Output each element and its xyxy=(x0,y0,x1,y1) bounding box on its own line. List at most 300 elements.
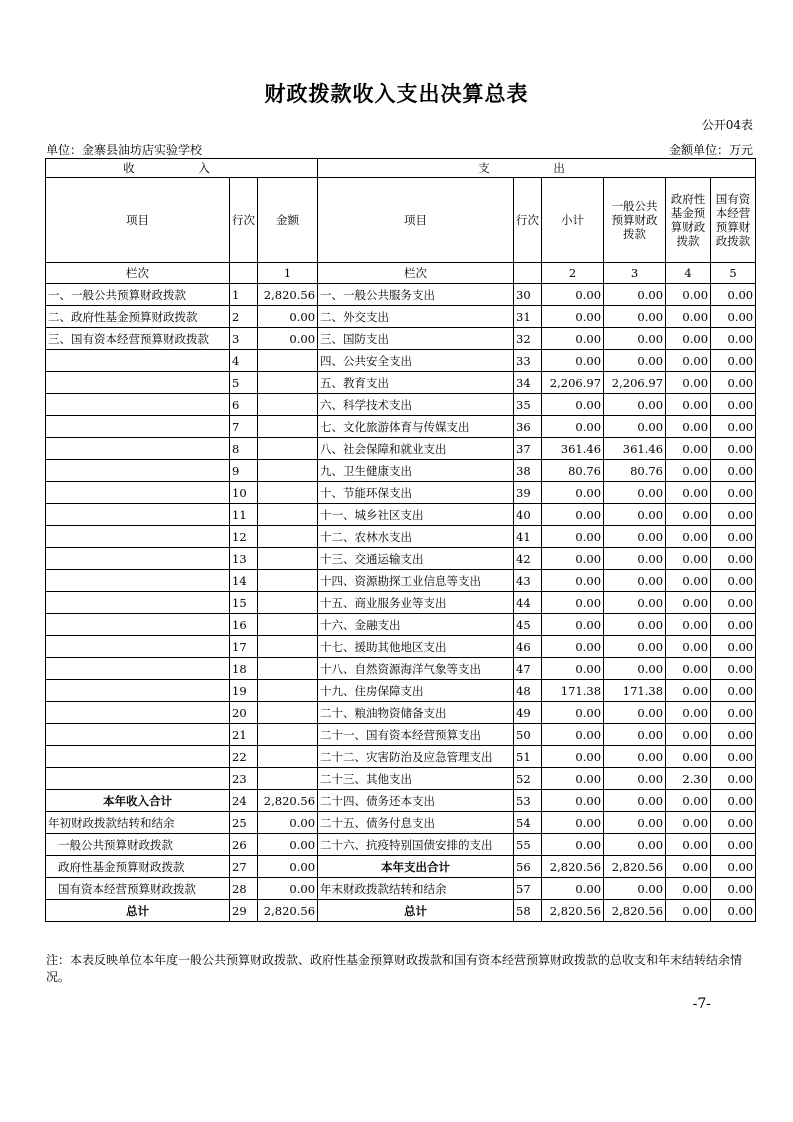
expense-row-no: 33 xyxy=(514,350,542,372)
expense-item: 四、公共安全支出 xyxy=(318,350,514,372)
income-item xyxy=(46,526,230,548)
state-capital-value: 0.00 xyxy=(711,504,756,526)
gov-fund-value: 0.00 xyxy=(666,658,711,680)
income-row-no: 3 xyxy=(230,328,258,350)
expense-row-no: 43 xyxy=(514,570,542,592)
subtotal-value: 0.00 xyxy=(542,526,604,548)
state-capital-value: 0.00 xyxy=(711,834,756,856)
income-item: 总计 xyxy=(46,900,230,922)
income-item xyxy=(46,548,230,570)
general-budget-value: 0.00 xyxy=(604,284,666,306)
state-capital-value: 0.00 xyxy=(711,306,756,328)
table-row xyxy=(46,658,756,680)
subtotal-value: 2,820.56 xyxy=(542,900,604,922)
col-label-blank xyxy=(514,263,542,284)
income-amount xyxy=(258,592,318,614)
gov-fund-value: 0.00 xyxy=(666,790,711,812)
expense-row-no: 32 xyxy=(514,328,542,350)
general-budget-value: 361.46 xyxy=(604,438,666,460)
general-budget-value: 0.00 xyxy=(604,702,666,724)
state-capital-value: 0.00 xyxy=(711,460,756,482)
col-general-budget: 一般公共预算财政拨款 xyxy=(604,178,666,263)
income-amount xyxy=(258,504,318,526)
state-capital-value: 0.00 xyxy=(711,768,756,790)
expense-item: 十二、农林水支出 xyxy=(318,526,514,548)
income-amount xyxy=(258,526,318,548)
state-capital-value: 0.00 xyxy=(711,724,756,746)
income-item xyxy=(46,768,230,790)
income-row-no: 8 xyxy=(230,438,258,460)
income-item xyxy=(46,394,230,416)
general-budget-value: 0.00 xyxy=(604,592,666,614)
gov-fund-value: 0.00 xyxy=(666,878,711,900)
expense-item: 七、文化旅游体育与传媒支出 xyxy=(318,416,514,438)
income-row-no: 11 xyxy=(230,504,258,526)
table-row xyxy=(46,878,756,900)
income-row-no: 15 xyxy=(230,592,258,614)
state-capital-value: 0.00 xyxy=(711,636,756,658)
general-budget-value: 0.00 xyxy=(604,394,666,416)
income-amount: 0.00 xyxy=(258,812,318,834)
income-amount xyxy=(258,570,318,592)
income-row-no: 22 xyxy=(230,746,258,768)
general-budget-value: 2,206.97 xyxy=(604,372,666,394)
table-row xyxy=(46,548,756,570)
subtotal-value: 0.00 xyxy=(542,328,604,350)
expense-item: 一、一般公共服务支出 xyxy=(318,284,514,306)
income-row-no: 28 xyxy=(230,878,258,900)
table-row xyxy=(46,460,756,482)
income-item: 国有资本经营预算财政拨款 xyxy=(46,878,230,900)
col-label-2: 2 xyxy=(542,263,604,284)
general-budget-value: 0.00 xyxy=(604,658,666,680)
table-row xyxy=(46,306,756,328)
table-row xyxy=(46,328,756,350)
col-expense-row-no: 行次 xyxy=(514,178,542,263)
state-capital-value: 0.00 xyxy=(711,614,756,636)
general-budget-value: 0.00 xyxy=(604,548,666,570)
general-budget-value: 0.00 xyxy=(604,504,666,526)
income-amount xyxy=(258,438,318,460)
income-row-no: 4 xyxy=(230,350,258,372)
subtotal-value: 0.00 xyxy=(542,592,604,614)
income-row-no: 1 xyxy=(230,284,258,306)
col-income-row-no: 行次 xyxy=(230,178,258,263)
expense-item: 二十二、灾害防治及应急管理支出 xyxy=(318,746,514,768)
income-row-no: 12 xyxy=(230,526,258,548)
subtotal-value: 0.00 xyxy=(542,284,604,306)
col-income-item: 项目 xyxy=(46,178,230,263)
subtotal-value: 2,820.56 xyxy=(542,856,604,878)
expense-row-no: 56 xyxy=(514,856,542,878)
state-capital-value: 0.00 xyxy=(711,570,756,592)
table-row xyxy=(46,350,756,372)
subtotal-value: 171.38 xyxy=(542,680,604,702)
income-item: 一、一般公共预算财政拨款 xyxy=(46,284,230,306)
expense-item: 二、外交支出 xyxy=(318,306,514,328)
gov-fund-value: 0.00 xyxy=(666,416,711,438)
gov-fund-value: 0.00 xyxy=(666,724,711,746)
amount-unit: 金额单位：万元 xyxy=(668,143,753,157)
state-capital-value: 0.00 xyxy=(711,812,756,834)
income-row-no: 18 xyxy=(230,658,258,680)
expense-item: 十五、商业服务业等支出 xyxy=(318,592,514,614)
income-item xyxy=(46,416,230,438)
gov-fund-value: 0.00 xyxy=(666,746,711,768)
expense-item: 十四、资源勘探工业信息等支出 xyxy=(318,570,514,592)
expense-item: 年末财政拨款结转和结余 xyxy=(318,878,514,900)
state-capital-value: 0.00 xyxy=(711,900,756,922)
general-budget-value: 80.76 xyxy=(604,460,666,482)
expense-row-no: 30 xyxy=(514,284,542,306)
state-capital-value: 0.00 xyxy=(711,878,756,900)
general-budget-value: 0.00 xyxy=(604,834,666,856)
table-row xyxy=(46,372,756,394)
income-amount: 0.00 xyxy=(258,878,318,900)
subtotal-value: 0.00 xyxy=(542,658,604,680)
income-item xyxy=(46,482,230,504)
income-row-no: 23 xyxy=(230,768,258,790)
income-amount xyxy=(258,350,318,372)
income-row-no: 10 xyxy=(230,482,258,504)
gov-fund-value: 0.00 xyxy=(666,460,711,482)
expense-row-no: 47 xyxy=(514,658,542,680)
subtotal-value: 0.00 xyxy=(542,482,604,504)
general-budget-value: 0.00 xyxy=(604,570,666,592)
subtotal-value: 0.00 xyxy=(542,614,604,636)
income-item xyxy=(46,592,230,614)
expense-item: 十九、住房保障支出 xyxy=(318,680,514,702)
table-row xyxy=(46,284,756,306)
expense-item: 三、国防支出 xyxy=(318,328,514,350)
budget-summary-table xyxy=(45,158,756,922)
general-budget-value: 171.38 xyxy=(604,680,666,702)
income-item xyxy=(46,636,230,658)
expense-item: 五、教育支出 xyxy=(318,372,514,394)
table-row xyxy=(46,482,756,504)
general-budget-value: 0.00 xyxy=(604,812,666,834)
subtotal-value: 0.00 xyxy=(542,548,604,570)
income-item xyxy=(46,746,230,768)
income-amount xyxy=(258,614,318,636)
gov-fund-value: 0.00 xyxy=(666,438,711,460)
expense-item: 十六、金融支出 xyxy=(318,614,514,636)
income-header: 收 入 xyxy=(46,159,318,178)
table-row xyxy=(46,570,756,592)
income-row-no: 26 xyxy=(230,834,258,856)
expense-item: 九、卫生健康支出 xyxy=(318,460,514,482)
income-amount: 2,820.56 xyxy=(258,284,318,306)
subtotal-value: 361.46 xyxy=(542,438,604,460)
subtotal-value: 0.00 xyxy=(542,504,604,526)
expense-item: 二十一、国有资本经营预算支出 xyxy=(318,724,514,746)
income-amount: 0.00 xyxy=(258,306,318,328)
income-amount xyxy=(258,724,318,746)
general-budget-value: 0.00 xyxy=(604,416,666,438)
income-item: 二、政府性基金预算财政拨款 xyxy=(46,306,230,328)
expense-item: 二十六、抗疫特别国债安排的支出 xyxy=(318,834,514,856)
gov-fund-value: 0.00 xyxy=(666,592,711,614)
state-capital-value: 0.00 xyxy=(711,548,756,570)
state-capital-value: 0.00 xyxy=(711,438,756,460)
expense-row-no: 42 xyxy=(514,548,542,570)
expense-item: 六、科学技术支出 xyxy=(318,394,514,416)
col-label-3: 3 xyxy=(604,263,666,284)
gov-fund-value: 0.00 xyxy=(666,856,711,878)
state-capital-value: 0.00 xyxy=(711,482,756,504)
general-budget-value: 0.00 xyxy=(604,306,666,328)
gov-fund-value: 0.00 xyxy=(666,812,711,834)
gov-fund-value: 0.00 xyxy=(666,702,711,724)
general-budget-value: 2,820.56 xyxy=(604,900,666,922)
income-amount xyxy=(258,636,318,658)
subtotal-value: 0.00 xyxy=(542,812,604,834)
expense-row-no: 37 xyxy=(514,438,542,460)
income-row-no: 16 xyxy=(230,614,258,636)
expense-row-no: 38 xyxy=(514,460,542,482)
gov-fund-value: 0.00 xyxy=(666,504,711,526)
income-item: 三、国有资本经营预算财政拨款 xyxy=(46,328,230,350)
income-row-no: 19 xyxy=(230,680,258,702)
gov-fund-value: 0.00 xyxy=(666,306,711,328)
table-row xyxy=(46,592,756,614)
form-number: 公开04表 xyxy=(701,118,753,132)
expense-row-no: 36 xyxy=(514,416,542,438)
income-item: 本年收入合计 xyxy=(46,790,230,812)
table-row xyxy=(46,702,756,724)
subtotal-value: 0.00 xyxy=(542,878,604,900)
income-amount xyxy=(258,746,318,768)
gov-fund-value: 0.00 xyxy=(666,284,711,306)
gov-fund-value: 0.00 xyxy=(666,900,711,922)
state-capital-value: 0.00 xyxy=(711,746,756,768)
general-budget-value: 0.00 xyxy=(604,350,666,372)
gov-fund-value: 0.00 xyxy=(666,570,711,592)
expense-item: 十三、交通运输支出 xyxy=(318,548,514,570)
state-capital-value: 0.00 xyxy=(711,592,756,614)
table-row xyxy=(46,416,756,438)
expense-row-no: 31 xyxy=(514,306,542,328)
subtotal-value: 0.00 xyxy=(542,834,604,856)
subtotal-value: 0.00 xyxy=(542,394,604,416)
expense-item: 八、社会保障和就业支出 xyxy=(318,438,514,460)
income-item xyxy=(46,438,230,460)
income-item xyxy=(46,658,230,680)
reporting-unit: 单位：金寨县油坊店实验学校 xyxy=(46,143,203,157)
gov-fund-value: 0.00 xyxy=(666,526,711,548)
gov-fund-value: 2.30 xyxy=(666,768,711,790)
income-item: 年初财政拨款结转和结余 xyxy=(46,812,230,834)
col-label-5: 5 xyxy=(711,263,756,284)
footnote: 注：本表反映单位本年度一般公共预算财政拨款、政府性基金预算财政拨款和国有资本经营预算财政拨款的总收支和年末结转结余情况。 xyxy=(46,953,743,984)
income-item xyxy=(46,460,230,482)
subtotal-value: 0.00 xyxy=(542,306,604,328)
subtotal-value: 0.00 xyxy=(542,702,604,724)
col-label-4: 4 xyxy=(666,263,711,284)
col-income-amount: 金额 xyxy=(258,178,318,263)
income-amount xyxy=(258,394,318,416)
income-amount xyxy=(258,416,318,438)
income-row-no: 29 xyxy=(230,900,258,922)
subtotal-value: 80.76 xyxy=(542,460,604,482)
expense-row-no: 34 xyxy=(514,372,542,394)
table-row xyxy=(46,636,756,658)
gov-fund-value: 0.00 xyxy=(666,636,711,658)
table-row xyxy=(46,394,756,416)
expense-row-no: 39 xyxy=(514,482,542,504)
income-row-no: 6 xyxy=(230,394,258,416)
general-budget-value: 0.00 xyxy=(604,724,666,746)
state-capital-value: 0.00 xyxy=(711,372,756,394)
gov-fund-value: 0.00 xyxy=(666,394,711,416)
subtotal-value: 2,206.97 xyxy=(542,372,604,394)
income-row-no: 20 xyxy=(230,702,258,724)
col-label-income: 栏次 xyxy=(46,263,230,284)
expense-header: 支 出 xyxy=(318,159,756,178)
state-capital-value: 0.00 xyxy=(711,856,756,878)
income-amount: 0.00 xyxy=(258,856,318,878)
income-item xyxy=(46,570,230,592)
income-item xyxy=(46,372,230,394)
gov-fund-value: 0.00 xyxy=(666,350,711,372)
income-amount: 0.00 xyxy=(258,834,318,856)
table-row xyxy=(46,526,756,548)
expense-row-no: 51 xyxy=(514,746,542,768)
state-capital-value: 0.00 xyxy=(711,526,756,548)
gov-fund-value: 0.00 xyxy=(666,548,711,570)
income-amount xyxy=(258,680,318,702)
income-row-no: 5 xyxy=(230,372,258,394)
subtotal-value: 0.00 xyxy=(542,724,604,746)
subtotal-value: 0.00 xyxy=(542,636,604,658)
gov-fund-value: 0.00 xyxy=(666,328,711,350)
expense-row-no: 48 xyxy=(514,680,542,702)
page-title: 财政拨款收入支出决算总表 xyxy=(264,81,529,106)
income-amount xyxy=(258,768,318,790)
income-amount xyxy=(258,460,318,482)
state-capital-value: 0.00 xyxy=(711,416,756,438)
expense-row-no: 41 xyxy=(514,526,542,548)
income-row-no: 2 xyxy=(230,306,258,328)
income-row-no: 25 xyxy=(230,812,258,834)
income-row-no: 14 xyxy=(230,570,258,592)
income-amount xyxy=(258,482,318,504)
expense-item: 二十三、其他支出 xyxy=(318,768,514,790)
expense-item: 二十五、债务付息支出 xyxy=(318,812,514,834)
expense-row-no: 58 xyxy=(514,900,542,922)
expense-item: 十一、城乡社区支出 xyxy=(318,504,514,526)
income-item xyxy=(46,350,230,372)
table-row xyxy=(46,724,756,746)
income-amount xyxy=(258,548,318,570)
income-item xyxy=(46,724,230,746)
table-row xyxy=(46,504,756,526)
state-capital-value: 0.00 xyxy=(711,680,756,702)
expense-row-no: 54 xyxy=(514,812,542,834)
expense-item: 十、节能环保支出 xyxy=(318,482,514,504)
subtotal-value: 0.00 xyxy=(542,768,604,790)
general-budget-value: 0.00 xyxy=(604,878,666,900)
state-capital-value: 0.00 xyxy=(711,702,756,724)
subtotal-value: 0.00 xyxy=(542,416,604,438)
income-item xyxy=(46,614,230,636)
table-row xyxy=(46,834,756,856)
expense-row-no: 46 xyxy=(514,636,542,658)
expense-row-no: 55 xyxy=(514,834,542,856)
general-budget-value: 0.00 xyxy=(604,614,666,636)
table-row xyxy=(46,614,756,636)
table-row xyxy=(46,856,756,878)
table-row xyxy=(46,746,756,768)
income-row-no: 21 xyxy=(230,724,258,746)
general-budget-value: 0.00 xyxy=(604,768,666,790)
table-row xyxy=(46,438,756,460)
income-row-no: 24 xyxy=(230,790,258,812)
income-item: 一般公共预算财政拨款 xyxy=(46,834,230,856)
table-row xyxy=(46,680,756,702)
table-row xyxy=(46,812,756,834)
income-amount: 0.00 xyxy=(258,328,318,350)
income-amount xyxy=(258,372,318,394)
general-budget-value: 0.00 xyxy=(604,482,666,504)
expense-item: 二十四、债务还本支出 xyxy=(318,790,514,812)
income-item xyxy=(46,680,230,702)
gov-fund-value: 0.00 xyxy=(666,614,711,636)
subtotal-value: 0.00 xyxy=(542,570,604,592)
income-item xyxy=(46,702,230,724)
income-amount: 2,820.56 xyxy=(258,790,318,812)
subtotal-value: 0.00 xyxy=(542,746,604,768)
expense-item: 十八、自然资源海洋气象等支出 xyxy=(318,658,514,680)
income-row-no: 7 xyxy=(230,416,258,438)
state-capital-value: 0.00 xyxy=(711,658,756,680)
expense-row-no: 40 xyxy=(514,504,542,526)
expense-row-no: 45 xyxy=(514,614,542,636)
income-row-no: 27 xyxy=(230,856,258,878)
income-item xyxy=(46,504,230,526)
general-budget-value: 0.00 xyxy=(604,636,666,658)
expense-item: 十七、援助其他地区支出 xyxy=(318,636,514,658)
gov-fund-value: 0.00 xyxy=(666,680,711,702)
expense-item: 总计 xyxy=(318,900,514,922)
expense-row-no: 52 xyxy=(514,768,542,790)
gov-fund-value: 0.00 xyxy=(666,834,711,856)
income-row-no: 13 xyxy=(230,548,258,570)
income-row-no: 9 xyxy=(230,460,258,482)
expense-item: 本年支出合计 xyxy=(318,856,514,878)
col-expense-item: 项目 xyxy=(318,178,514,263)
subtotal-value: 0.00 xyxy=(542,350,604,372)
table-row xyxy=(46,768,756,790)
subtotal-value: 0.00 xyxy=(542,790,604,812)
income-row-no: 17 xyxy=(230,636,258,658)
col-label-expense: 栏次 xyxy=(318,263,514,284)
general-budget-value: 0.00 xyxy=(604,746,666,768)
income-amount xyxy=(258,658,318,680)
table-row xyxy=(46,790,756,812)
col-subtotal: 小计 xyxy=(542,178,604,263)
expense-row-no: 53 xyxy=(514,790,542,812)
expense-row-no: 44 xyxy=(514,592,542,614)
state-capital-value: 0.00 xyxy=(711,790,756,812)
expense-row-no: 50 xyxy=(514,724,542,746)
expense-row-no: 49 xyxy=(514,702,542,724)
general-budget-value: 0.00 xyxy=(604,328,666,350)
gov-fund-value: 0.00 xyxy=(666,372,711,394)
state-capital-value: 0.00 xyxy=(711,350,756,372)
general-budget-value: 2,820.56 xyxy=(604,856,666,878)
income-item: 政府性基金预算财政拨款 xyxy=(46,856,230,878)
